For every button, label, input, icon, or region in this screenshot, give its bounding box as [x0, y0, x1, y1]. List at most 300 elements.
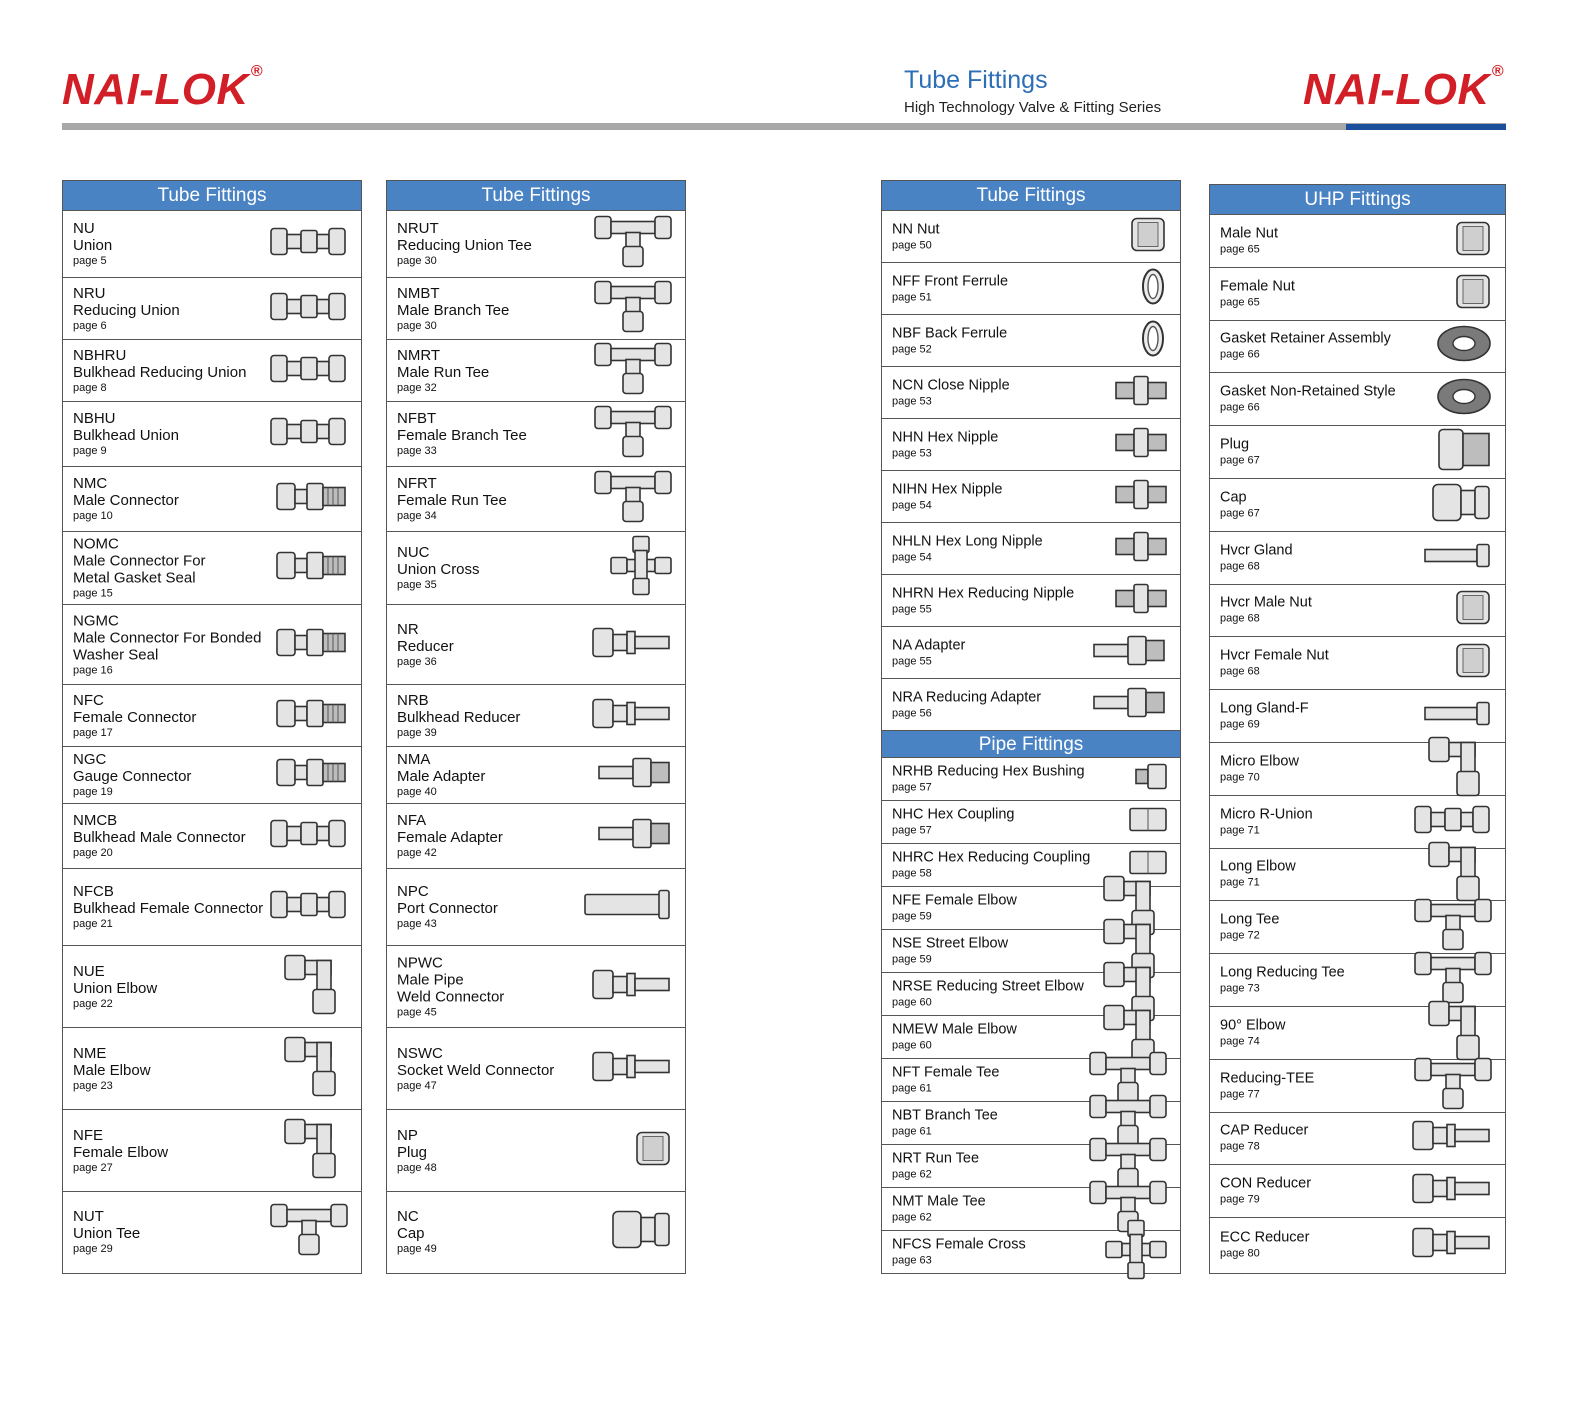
item-name: Long Gland-F — [1220, 700, 1309, 717]
cap-icon — [611, 1208, 673, 1257]
item-name: Cap — [1220, 489, 1247, 506]
connector-icon — [275, 756, 349, 795]
item-name: NIHN Hex Nipple — [892, 481, 1003, 497]
item-name: Micro R-Union — [1220, 806, 1313, 823]
item-code: NMCB — [73, 812, 118, 829]
item-name: NA Adapter — [892, 637, 966, 653]
fitting-item[interactable] — [1210, 743, 1505, 796]
tee-icon — [269, 1201, 349, 1264]
item-page-ref: page 49 — [397, 1243, 437, 1255]
item-page-ref: page 71 — [1220, 824, 1260, 837]
item-name: Bulkhead Reducer — [397, 708, 521, 726]
item-code: NME — [73, 1044, 107, 1062]
tube-icon — [583, 887, 673, 928]
item-code: NC — [397, 1208, 419, 1225]
fitting-item[interactable] — [1210, 849, 1505, 902]
item-page-ref: page 70 — [1220, 771, 1260, 784]
fitting-item[interactable] — [63, 605, 361, 685]
fitting-item[interactable] — [387, 467, 685, 532]
fitting-item[interactable] — [387, 747, 685, 804]
fitting-item[interactable] — [882, 801, 1180, 844]
item-page-ref: page 60 — [892, 1039, 932, 1052]
item-page-ref: page 51 — [892, 291, 932, 303]
item-name: NHN Hex Nipple — [892, 429, 999, 445]
item-page-ref: page 23 — [73, 1079, 113, 1092]
item-name: NHRC Hex Reducing Coupling — [892, 849, 1091, 866]
item-page-ref: page 20 — [73, 847, 113, 859]
item-page-ref: page 68 — [1220, 612, 1260, 625]
item-page-ref: page 62 — [892, 1211, 932, 1224]
fitting-item[interactable] — [1210, 373, 1505, 426]
gland-icon — [1423, 540, 1493, 575]
brand-logo-left: NAI-LOK ® — [62, 63, 264, 114]
item-code: NUE — [73, 962, 105, 980]
gasket-icon — [1435, 375, 1493, 424]
item-page-ref: page 56 — [892, 707, 932, 719]
fitting-item[interactable] — [882, 758, 1180, 801]
fitting-item[interactable] — [882, 263, 1180, 315]
item-name: Female Nut — [1220, 278, 1295, 295]
item-name: Bulkhead Male Connector — [73, 829, 246, 846]
reducer-icon — [1411, 1224, 1493, 1265]
adapter-icon — [597, 816, 673, 857]
item-code: NBHU — [73, 410, 116, 427]
item-page-ref: page 59 — [892, 953, 932, 966]
item-code: NFRT — [397, 475, 437, 492]
nipple-icon — [1114, 477, 1168, 516]
item-page-ref: page 68 — [1220, 665, 1260, 678]
item-code: NPWC — [397, 954, 443, 971]
item-page-ref: page 36 — [397, 655, 437, 668]
union-icon — [269, 817, 349, 856]
brand-logo-right: NAI-LOK ® — [1303, 63, 1505, 114]
item-name: Plug — [1220, 436, 1250, 453]
nipple-icon — [1114, 581, 1168, 620]
fitting-item[interactable] — [387, 605, 685, 685]
fitting-item[interactable] — [1210, 1007, 1505, 1060]
fitting-item[interactable] — [882, 627, 1180, 679]
fitting-item[interactable] — [1210, 1165, 1505, 1218]
item-page-ref: page 34 — [397, 510, 437, 522]
item-page-ref: page 53 — [892, 395, 932, 407]
item-name: Cap — [397, 1225, 425, 1242]
item-page-ref: page 61 — [892, 1125, 932, 1138]
item-name: Female Connector — [73, 708, 197, 726]
item-page-ref: page 79 — [1220, 1193, 1260, 1206]
item-page-ref: page 59 — [892, 910, 932, 923]
item-code: NBHRU — [73, 346, 127, 364]
item-page-ref: page 55 — [892, 655, 932, 667]
item-name: Male Connector For Bonded — [73, 629, 262, 646]
elbow-icon — [283, 1115, 349, 1186]
item-name: Male Connector For — [73, 552, 206, 570]
nipple-icon — [1114, 425, 1168, 464]
item-name: NHLN Hex Long Nipple — [892, 533, 1043, 549]
plug-icon — [1437, 426, 1493, 479]
item-name: Socket Weld Connector — [397, 1061, 555, 1079]
item-code: NMC — [73, 475, 108, 492]
fitting-item[interactable] — [882, 1231, 1180, 1273]
tee-icon — [1413, 1054, 1493, 1117]
fitting-item[interactable] — [387, 1110, 685, 1192]
item-page-ref: page 65 — [1220, 243, 1260, 256]
fitting-item[interactable] — [1210, 901, 1505, 954]
item-page-ref: page 61 — [892, 1082, 932, 1095]
item-name: NFT Female Tee — [892, 1064, 1000, 1081]
item-page-ref: page 8 — [73, 381, 107, 394]
fitting-item[interactable] — [882, 523, 1180, 575]
elbow-icon — [283, 1033, 349, 1104]
item-code: NMBT — [397, 284, 440, 302]
item-page-ref: page 32 — [397, 381, 437, 394]
fitting-item[interactable] — [1210, 1060, 1505, 1113]
fitting-item[interactable] — [387, 211, 685, 278]
fitting-item[interactable] — [63, 340, 361, 402]
item-name: NSE Street Elbow — [892, 935, 1009, 952]
item-code: NMA — [397, 751, 431, 768]
connector-icon — [275, 549, 349, 588]
panel-header: Tube Fittings — [387, 181, 685, 211]
item-name: Union Elbow — [73, 979, 158, 997]
item-page-ref: page 78 — [1220, 1140, 1260, 1153]
item-page-ref: page 6 — [73, 319, 107, 332]
item-code: NFBT — [397, 410, 437, 427]
fitting-item[interactable] — [387, 869, 685, 946]
item-page-ref: page 35 — [397, 579, 437, 591]
item-name: Long Elbow — [1220, 858, 1296, 875]
tube-fittings-panel-2 — [386, 180, 686, 1274]
item-name: Hvcr Female Nut — [1220, 647, 1329, 664]
item-page-ref: page 27 — [73, 1161, 113, 1174]
item-name: NHRN Hex Reducing Nipple — [892, 585, 1075, 601]
item-page-ref: page 40 — [397, 786, 437, 798]
item-page-ref: page 39 — [397, 726, 437, 739]
fitting-item[interactable] — [387, 804, 685, 869]
fitting-item[interactable] — [1210, 215, 1505, 268]
panel-header: Pipe Fittings — [882, 731, 1180, 758]
fitting-item[interactable] — [63, 532, 361, 605]
item-page-ref: page 47 — [397, 1079, 437, 1092]
item-name: Female Elbow — [73, 1143, 169, 1161]
item-page-ref: page 74 — [1220, 1035, 1260, 1048]
item-name: NN Nut — [892, 221, 940, 237]
tee-icon — [593, 339, 673, 402]
item-name: NRSE Reducing Street Elbow — [892, 978, 1084, 995]
item-name: NRA Reducing Adapter — [892, 689, 1042, 705]
item-name: NFCS Female Cross — [892, 1236, 1026, 1253]
item-name: Plug — [397, 1143, 428, 1161]
item-page-ref: page 42 — [397, 847, 437, 859]
item-name: Male Nut — [1220, 225, 1279, 242]
fitting-item[interactable] — [63, 869, 361, 946]
item-page-ref: page 30 — [397, 255, 437, 267]
item-page-ref: page 43 — [397, 918, 437, 930]
item-name: Bulkhead Union — [73, 427, 179, 444]
uhp-fittings-panel — [1209, 184, 1506, 1274]
item-name: NBT Branch Tee — [892, 1107, 998, 1124]
item-page-ref: page 48 — [397, 1161, 437, 1174]
item-page-ref: page 66 — [1220, 401, 1260, 414]
fitting-item[interactable] — [387, 278, 685, 340]
item-name: Male Run Tee — [397, 363, 490, 381]
item-code: NGC — [73, 751, 107, 768]
fitting-item[interactable] — [63, 1110, 361, 1192]
item-name: Hvcr Gland — [1220, 542, 1293, 559]
item-name: Weld Connector — [397, 988, 505, 1005]
item-code: NMRT — [397, 346, 441, 364]
item-page-ref: page 5 — [73, 255, 107, 267]
item-name: Gasket Retainer Assembly — [1220, 330, 1391, 347]
item-page-ref: page 54 — [892, 551, 932, 563]
fitting-item[interactable] — [1210, 426, 1505, 479]
item-page-ref: page 21 — [73, 918, 113, 930]
panel-header: UHP Fittings — [1210, 185, 1505, 215]
item-page-ref: page 63 — [892, 1254, 932, 1267]
item-page-ref: page 58 — [892, 867, 932, 880]
fitting-item[interactable] — [387, 532, 685, 605]
fitting-item[interactable] — [63, 278, 361, 340]
item-page-ref: page 50 — [892, 239, 932, 251]
item-name: Gasket Non-Retained Style — [1220, 383, 1396, 400]
union-icon — [269, 225, 349, 264]
reducer-icon — [591, 624, 673, 665]
item-page-ref: page 53 — [892, 447, 932, 459]
item-code: NRU — [73, 284, 106, 302]
item-page-ref: page 30 — [397, 319, 437, 332]
nipple-icon — [1114, 529, 1168, 568]
item-page-ref: page 17 — [73, 726, 113, 739]
fitting-item[interactable] — [387, 946, 685, 1028]
item-name: Port Connector — [397, 900, 498, 917]
connector-icon — [275, 696, 349, 735]
fitting-item[interactable] — [1210, 637, 1505, 690]
panel-header: Tube Fittings — [63, 181, 361, 211]
item-name: Male Pipe — [397, 971, 464, 988]
item-page-ref: page 72 — [1220, 929, 1260, 942]
fitting-item[interactable] — [63, 804, 361, 869]
item-page-ref: page 29 — [73, 1243, 113, 1255]
item-page-ref: page 10 — [73, 510, 113, 522]
item-page-ref: page 80 — [1220, 1247, 1260, 1260]
fitting-item[interactable] — [1210, 532, 1505, 585]
item-name: NRHB Reducing Hex Bushing — [892, 763, 1085, 780]
item-page-ref: page 33 — [397, 445, 437, 457]
item-name: CAP Reducer — [1220, 1122, 1309, 1139]
connector-icon — [275, 625, 349, 664]
tee-icon — [593, 403, 673, 466]
item-page-ref: page 57 — [892, 824, 932, 837]
fitting-item[interactable] — [63, 946, 361, 1028]
item-page-ref: page 66 — [1220, 348, 1260, 361]
item-code: NFA — [397, 812, 427, 829]
fitting-item[interactable] — [882, 315, 1180, 367]
union-icon — [1413, 802, 1493, 841]
item-code: NRB — [397, 691, 429, 709]
item-page-ref: page 77 — [1220, 1088, 1260, 1101]
union-icon — [269, 289, 349, 328]
item-page-ref: page 73 — [1220, 982, 1260, 995]
item-name: NFE Female Elbow — [892, 892, 1017, 909]
reducer-icon — [591, 966, 673, 1007]
cross-icon — [609, 535, 673, 602]
nut-icon — [1453, 271, 1493, 316]
item-name: Male Branch Tee — [397, 301, 510, 319]
item-name: NMT Male Tee — [892, 1193, 986, 1210]
item-name: ECC Reducer — [1220, 1229, 1310, 1246]
union-icon — [269, 415, 349, 454]
fitting-item[interactable] — [1210, 585, 1505, 638]
item-code: NSWC — [397, 1044, 443, 1062]
item-name: Bulkhead Reducing Union — [73, 363, 247, 381]
item-name: Female Run Tee — [397, 492, 507, 509]
item-name: Metal Gasket Seal — [73, 569, 196, 587]
item-name: NHC Hex Coupling — [892, 806, 1015, 823]
gland-icon — [1423, 699, 1493, 734]
item-name: Washer Seal — [73, 646, 159, 663]
item-page-ref: page 71 — [1220, 876, 1260, 889]
nut-icon — [1453, 641, 1493, 686]
fitting-item[interactable] — [1210, 479, 1505, 532]
item-name: Reducing-TEE — [1220, 1070, 1315, 1087]
fitting-item[interactable] — [882, 367, 1180, 419]
tee-icon — [593, 468, 673, 531]
fitting-item[interactable] — [63, 685, 361, 747]
item-name: Male Elbow — [73, 1061, 151, 1079]
fitting-item[interactable] — [63, 747, 361, 804]
union-icon — [269, 351, 349, 390]
connector-icon — [275, 480, 349, 519]
item-page-ref: page 65 — [1220, 296, 1260, 309]
item-page-ref: page 57 — [892, 781, 932, 794]
fitting-item[interactable] — [387, 1192, 685, 1272]
item-code: NFE — [73, 1126, 103, 1144]
fitting-item[interactable] — [63, 467, 361, 532]
fitting-item[interactable] — [63, 1192, 361, 1272]
item-name: Bulkhead Female Connector — [73, 900, 264, 917]
fitting-item[interactable] — [387, 685, 685, 747]
item-page-ref: page 45 — [397, 1006, 437, 1018]
reducer-icon — [1411, 1171, 1493, 1212]
item-page-ref: page 15 — [73, 587, 113, 600]
coupling-icon — [1128, 805, 1168, 840]
item-name: Long Reducing Tee — [1220, 964, 1345, 981]
elbow-icon — [283, 951, 349, 1022]
tube-fittings-panel-3 — [881, 180, 1181, 1274]
item-page-ref: page 62 — [892, 1168, 932, 1181]
item-name: Long Tee — [1220, 911, 1280, 928]
item-name: Reducing Union — [73, 301, 180, 319]
tube-fittings-panel-1 — [62, 180, 362, 1274]
item-code: NFC — [73, 691, 104, 709]
item-code: NOMC — [73, 535, 119, 553]
page-subtitle: High Technology Valve & Fitting Series — [904, 99, 1162, 116]
item-page-ref: page 54 — [892, 499, 932, 511]
item-page-ref: page 52 — [892, 343, 932, 355]
item-page-ref: page 60 — [892, 996, 932, 1009]
fitting-item[interactable] — [387, 402, 685, 467]
item-name: NFF Front Ferrule — [892, 273, 1009, 289]
nut-icon — [1453, 588, 1493, 633]
ferrule-icon — [1138, 266, 1168, 311]
item-code: NUC — [397, 544, 430, 561]
item-name: Male Adapter — [397, 768, 486, 785]
fitting-item[interactable] — [63, 1028, 361, 1110]
fitting-item[interactable] — [1210, 268, 1505, 321]
cap-icon — [1431, 480, 1493, 529]
fitting-item[interactable] — [882, 211, 1180, 263]
reducer-icon — [591, 695, 673, 736]
item-name: Micro Elbow — [1220, 753, 1299, 770]
item-page-ref: page 22 — [73, 997, 113, 1010]
item-name: Female Adapter — [397, 829, 503, 846]
elbow-icon — [1427, 733, 1493, 804]
item-name: NBF Back Ferrule — [892, 325, 1008, 341]
page-title: Tube Fittings — [904, 66, 1048, 94]
fitting-item[interactable] — [882, 575, 1180, 627]
item-name: CON Reducer — [1220, 1175, 1312, 1192]
item-code: NPC — [397, 883, 429, 900]
item-name: Union — [73, 237, 113, 254]
fitting-item[interactable] — [1210, 321, 1505, 374]
ferrule-icon — [1138, 318, 1168, 363]
item-name: Union Cross — [397, 561, 480, 578]
nipple-icon — [1114, 373, 1168, 412]
item-code: NRUT — [397, 220, 439, 237]
nut-icon — [1128, 214, 1168, 259]
item-code: NFCB — [73, 883, 114, 900]
fitting-item[interactable] — [882, 419, 1180, 471]
item-page-ref: page 16 — [73, 664, 113, 676]
item-name: 90° Elbow — [1220, 1017, 1286, 1034]
union-icon — [269, 888, 349, 927]
fitting-item[interactable] — [882, 471, 1180, 523]
nut-icon — [1453, 218, 1493, 263]
item-name: Reducing Union Tee — [397, 237, 532, 254]
item-page-ref: page 68 — [1220, 560, 1260, 573]
item-code: NGMC — [73, 612, 119, 629]
fitting-item[interactable] — [387, 340, 685, 402]
item-name: NRT Run Tee — [892, 1150, 980, 1167]
item-name: Union Tee — [73, 1225, 141, 1242]
item-code: NU — [73, 220, 95, 237]
header-divider — [62, 123, 1506, 130]
item-page-ref: page 69 — [1220, 718, 1260, 731]
reducer-icon — [1411, 1118, 1493, 1159]
header-divider-accent — [1346, 124, 1506, 130]
fitting-item[interactable] — [63, 211, 361, 278]
reducer-icon — [591, 1048, 673, 1089]
cross-icon — [1104, 1219, 1168, 1286]
item-name: Male Connector — [73, 492, 179, 509]
fitting-item[interactable] — [63, 402, 361, 467]
nut-icon — [633, 1128, 673, 1173]
bushing-icon — [1134, 762, 1168, 797]
gasket-icon — [1435, 322, 1493, 371]
fitting-item[interactable] — [1210, 1218, 1505, 1271]
item-code: NP — [397, 1126, 418, 1144]
fitting-item[interactable] — [387, 1028, 685, 1110]
fitting-item[interactable] — [1210, 1113, 1505, 1166]
panel-header: Tube Fittings — [882, 181, 1180, 211]
item-page-ref: page 67 — [1220, 507, 1260, 520]
item-name: Reducer — [397, 637, 454, 655]
item-page-ref: page 9 — [73, 445, 107, 457]
item-name: Hvcr Male Nut — [1220, 594, 1312, 611]
item-page-ref: page 67 — [1220, 454, 1260, 467]
fitting-item[interactable] — [882, 679, 1180, 731]
adapter-icon — [597, 755, 673, 796]
item-code: NUT — [73, 1208, 104, 1225]
